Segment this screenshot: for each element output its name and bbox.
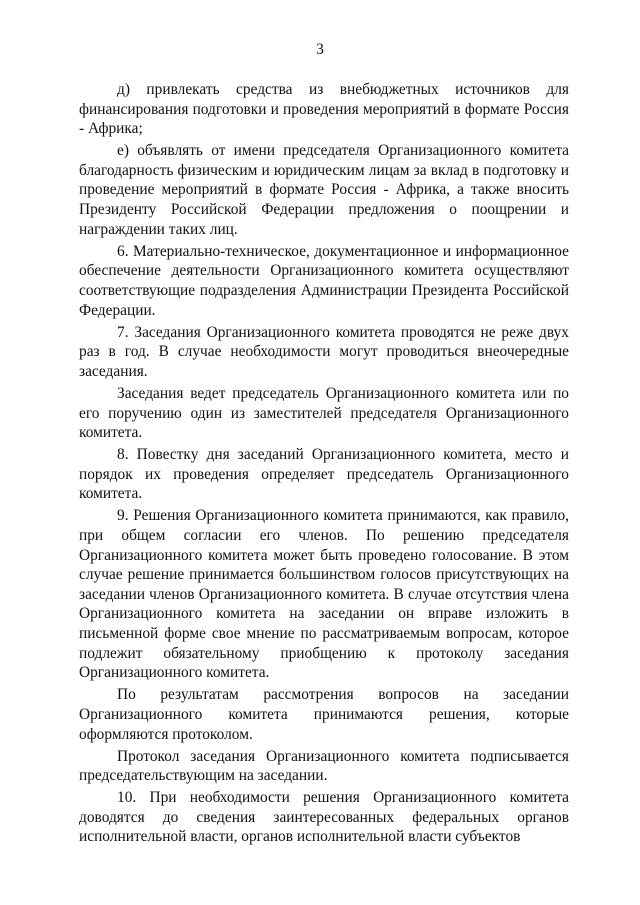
document-body <box>79 80 569 850</box>
paragraph-protocol-signing: Протокол заседания Организационного комитета подписывается председательствующим на заседании. <box>79 747 569 785</box>
page-number: 3 <box>316 41 324 58</box>
paragraph-item-8: 8. Повестку дня заседаний Организационного комитета, место и порядок их проведения определяет председатель Организационного комитета. <box>79 446 569 503</box>
paragraph-item-7: 7. Заседания Организационного комитета проводятся не реже двух раз в год. В случае необходимости могут проводиться внеочередные заседания. <box>79 323 569 380</box>
paragraph-item-9: 9. Решения Организационного комитета принимаются, как правило, при общем согласии его членов. По решению председателя Организационного комитета может быть проведено голосование. В этом случае решение принимается большинством голосов присутствующих на заседании членов Организационного комитета. В случае отсутствия члена Организационного комитета на заседании он вправе изложить в письменной форме свое мнение по рассматриваемым вопросам, которое подлежит обязательному приобщению к протоколу заседания Организационного комитета. <box>79 507 569 682</box>
paragraph-decisions-protocol: По результатам рассмотрения вопросов на заседании Организационного комитета принимаются решения, которые оформляются протоколом. <box>79 686 569 743</box>
paragraph-item-10: 10. При необходимости решения Организационного комитета доводятся до сведения заинтересованных федеральных органов исполнительной власти, органов исполнительной власти субъектов <box>79 789 569 846</box>
paragraph-meetings-chair: Заседания ведет председатель Организационного комитета или по его поручению один из заместителей председателя Организационного комитета. <box>79 384 569 442</box>
paragraph-clause-e: е) объявлять от имени председателя Организационного комитета благодарность физическим и юридическим лицам за вклад в подготовку и проведение мероприятий в формате Россия - Африка, а также вносить Президенту Российской Федерации предложения о поощрении и награждении таких лиц. <box>79 142 569 238</box>
paragraph-item-6: 6. Материально-техническое, документационное и информационное обеспечение деятельности Организационного комитета осуществляют соответствующие подразделения Администрации Президента Российской Федерации. <box>79 242 569 319</box>
paragraph-clause-d: д) привлекать средства из внебюджетных источников для финансирования подготовки и проведения мероприятий в формате Россия - Африка; <box>79 81 569 138</box>
